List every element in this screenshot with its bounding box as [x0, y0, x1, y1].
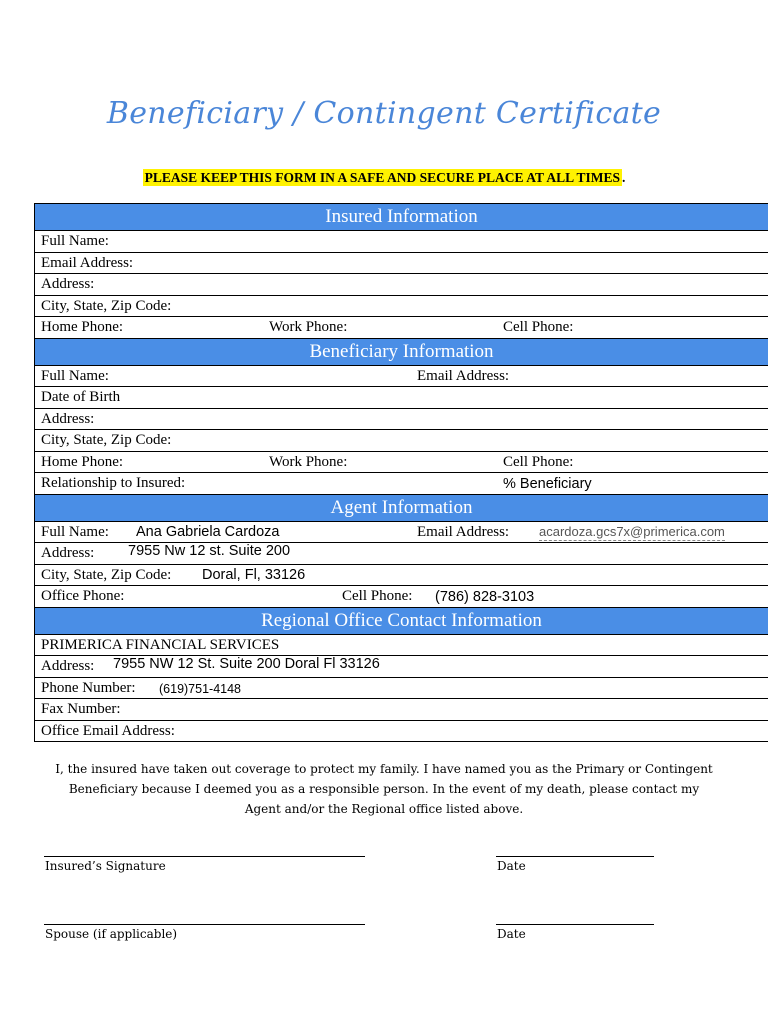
- regional-section-header: Regional Office Contact Information: [35, 608, 768, 635]
- regional-address-row[interactable]: [35, 656, 768, 678]
- beneficiary-address-row[interactable]: [35, 409, 768, 431]
- insured-phone-row[interactable]: [35, 317, 768, 339]
- beneficiary-section-header: Beneficiary Information: [35, 339, 768, 366]
- agent-city-label: City, State, Zip Code:: [41, 566, 172, 583]
- insured-email-label: Email Address:: [41, 254, 134, 271]
- insured-full-name-row[interactable]: [35, 231, 768, 253]
- regional-fax-row[interactable]: [35, 699, 768, 721]
- regional-address-value: 7955 NW 12 St. Suite 200 Doral Fl 33126: [113, 656, 380, 672]
- agent-address-label: Address:: [41, 545, 95, 561]
- insured-date-label: Date: [497, 859, 526, 873]
- regional-company-name: PRIMERICA FINANCIAL SERVICES: [41, 636, 280, 653]
- agent-city-row[interactable]: [35, 565, 768, 587]
- beneficiary-full-name-label: Full Name:: [41, 367, 109, 384]
- declaration-paragraph: [0, 759, 768, 819]
- insured-cell-phone-label: Cell Phone:: [503, 319, 574, 335]
- insured-email-row[interactable]: [35, 253, 768, 275]
- beneficiary-relationship-row[interactable]: [35, 473, 768, 495]
- beneficiary-city-label: City, State, Zip Code:: [41, 432, 172, 448]
- beneficiary-phone-row[interactable]: [35, 452, 768, 474]
- notice-line: [0, 169, 768, 187]
- beneficiary-name-row[interactable]: [35, 366, 768, 388]
- insured-full-name-label: Full Name:: [41, 233, 109, 249]
- regional-phone-label: Phone Number:: [41, 679, 136, 696]
- spouse-signature-line[interactable]: [44, 924, 365, 925]
- agent-email-link[interactable]: acardoza.gcs7x@primerica.com: [539, 523, 725, 539]
- beneficiary-address-label: Address:: [41, 410, 95, 427]
- regional-company-row[interactable]: [35, 635, 768, 657]
- agent-phone-row[interactable]: [35, 586, 768, 608]
- insured-address-row[interactable]: [35, 274, 768, 296]
- agent-full-name-label: Full Name:: [41, 523, 109, 540]
- beneficiary-city-row[interactable]: [35, 430, 768, 452]
- spouse-date-line[interactable]: [496, 924, 654, 925]
- beneficiary-cell-phone-label: Cell Phone:: [503, 453, 574, 470]
- spouse-date-label: Date: [497, 927, 526, 941]
- insured-home-phone-label: Home Phone:: [41, 319, 124, 335]
- agent-address-row[interactable]: [35, 543, 768, 565]
- agent-cell-phone-label: Cell Phone:: [342, 588, 413, 604]
- notice-period: .: [622, 170, 626, 185]
- insured-work-phone-label: Work Phone:: [269, 319, 348, 335]
- beneficiary-home-phone-label: Home Phone:: [41, 453, 124, 470]
- insured-signature-label: Insured’s Signature: [45, 859, 166, 873]
- safekeeping-notice: PLEASE KEEP THIS FORM IN A SAFE AND SECURE PLACE AT ALL TIMES: [144, 170, 620, 185]
- insured-date-line[interactable]: [496, 856, 654, 857]
- insured-city-row[interactable]: [35, 296, 768, 318]
- beneficiary-email-label: Email Address:: [417, 367, 510, 384]
- agent-email-label: Email Address:: [417, 523, 510, 540]
- beneficiary-percent-label: % Beneficiary: [503, 476, 592, 492]
- agent-office-phone-label: Office Phone:: [41, 588, 125, 604]
- agent-full-name-value: Ana Gabriela Cardoza: [136, 523, 280, 540]
- agent-section-header: Agent Information: [35, 495, 768, 522]
- beneficiary-dob-row[interactable]: [35, 387, 768, 409]
- insured-signature-line[interactable]: [44, 856, 365, 857]
- declaration-line-1: I, the insured have taken out coverage to protect my family. I have named you as the Primary or Contingent: [55, 762, 713, 776]
- insured-section-header: Insured Information: [35, 204, 768, 231]
- regional-email-row[interactable]: [35, 721, 768, 742]
- agent-city-value: Doral, Fl, 33126: [202, 566, 306, 583]
- regional-phone-row[interactable]: [35, 678, 768, 700]
- beneficiary-work-phone-label: Work Phone:: [269, 453, 348, 470]
- declaration-line-2: Beneficiary because I deemed you as a responsible person. In the event of my death, please contact my: [68, 782, 700, 796]
- document-title: Beneficiary / Contingent Certificate: [106, 96, 662, 131]
- regional-phone-value: (619)751-4148: [159, 681, 242, 696]
- declaration-line-3: Agent and/or the Regional office listed above.: [244, 802, 524, 816]
- regional-address-label: Address:: [41, 658, 95, 674]
- agent-cell-phone-value: (786) 828-3103: [435, 589, 535, 605]
- agent-address-value: 7955 Nw 12 st. Suite 200: [128, 543, 291, 559]
- insured-address-label: Address:: [41, 276, 95, 292]
- beneficiary-form: [34, 203, 768, 742]
- regional-email-label: Office Email Address:: [41, 722, 175, 739]
- regional-fax-label: Fax Number:: [41, 701, 121, 717]
- spouse-signature-label: Spouse (if applicable): [45, 927, 178, 941]
- beneficiary-relationship-label: Relationship to Insured:: [41, 475, 186, 491]
- agent-name-row[interactable]: [35, 522, 768, 544]
- insured-city-label: City, State, Zip Code:: [41, 297, 172, 314]
- beneficiary-dob-label: Date of Birth: [41, 389, 121, 405]
